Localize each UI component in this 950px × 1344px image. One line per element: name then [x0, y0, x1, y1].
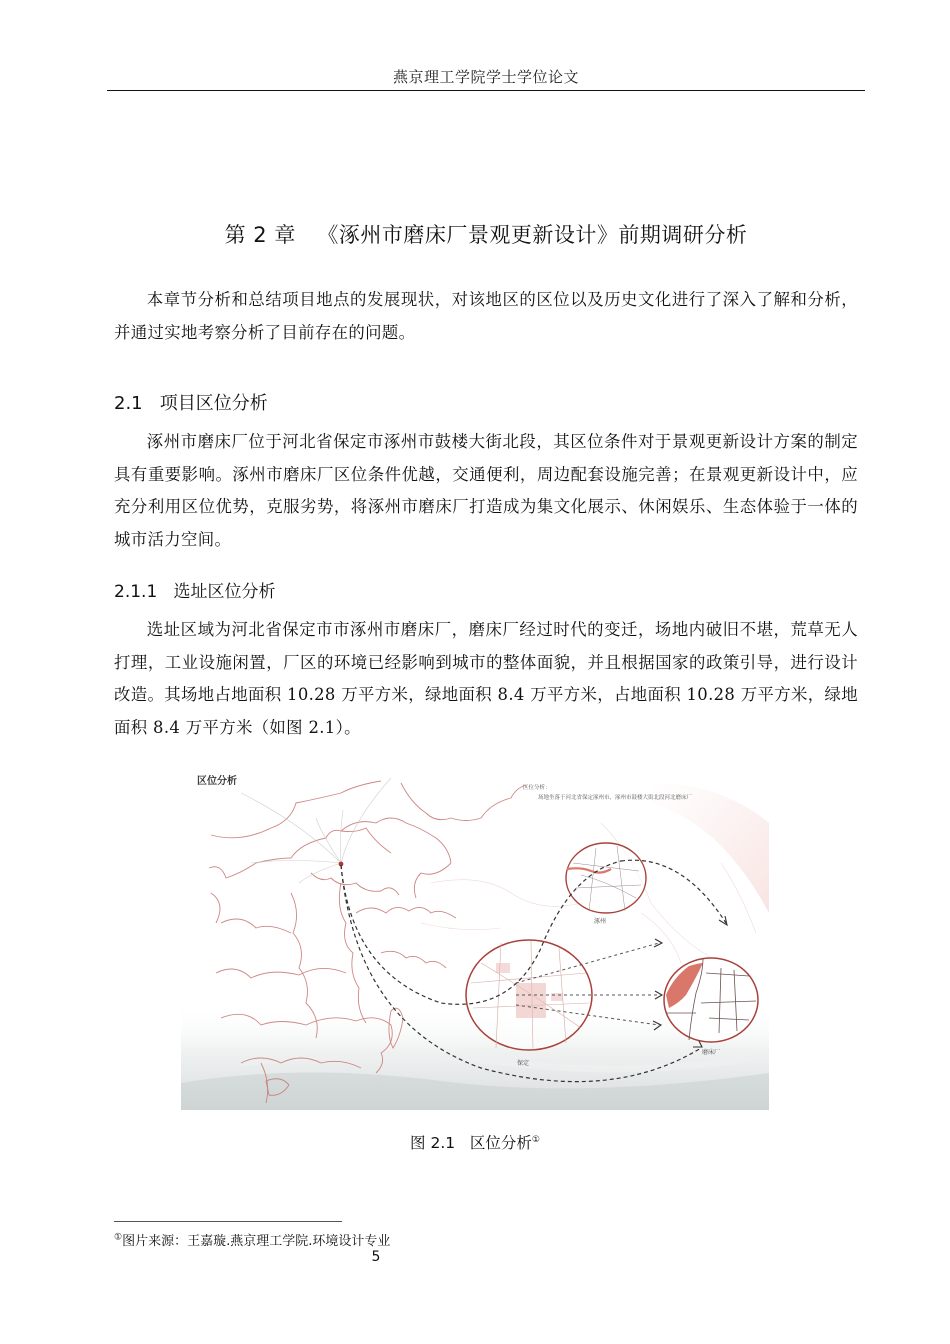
running-header: 燕京理工学院学士学位论文 [392, 68, 579, 86]
figure-note-text: 场地坐落于河北省保定涿州市、涿州市鼓楼大街北段河北磨床厂 [538, 795, 693, 801]
footnote [114, 1230, 390, 1249]
section-heading-2-1: 2.1 项目区位分析 [114, 393, 268, 414]
section-heading-2-1-1: 2.1.1 选址区位分析 [114, 582, 276, 602]
chapter-intro-paragraph: 本章节分析和总结项目地点的发展现状，对该地区的区位以及历史文化进行了深入了解和分析，并通过实地考察分析了目前存在的问题。 [114, 290, 858, 342]
section-2-1-paragraph: 涿州市磨床厂位于河北省保定市涿州市鼓楼大街北段，其区位条件对于景观更新设计方案的制定具有重要影响。涿州市磨床厂区位条件优越，交通便利，周边配套设施完善；在景观更新设计中，应充分利用区位优势，克服劣势，将涿州市磨床厂打造成为集文化展示、休闲娱乐、生态体验于一体的城市活力空间。 [114, 432, 858, 549]
label-baoding: 保定 [517, 1060, 530, 1067]
footnote-rule [114, 1221, 342, 1222]
label-zhuozhou: 涿州 [594, 918, 607, 925]
figure-caption-footnote-marker: ① [531, 1134, 540, 1145]
header-rule [107, 90, 865, 91]
location-map-illustration [181, 763, 769, 1110]
figure-inner-title: 区位分析 [197, 776, 237, 787]
footnote-text: 图片来源：王嘉璇.燕京理工学院.环境设计专业 [122, 1234, 391, 1249]
site-inset-circle [664, 958, 758, 1042]
chapter-title: 第 2 章 《涿州市磨床厂景观更新设计》前期调研分析 [224, 223, 748, 247]
section-2-1-1-paragraph: 选址区域为河北省保定市市涿州市磨床厂，磨床厂经过时代的变迁，场地内破旧不堪，荒草无人打理，工业设施闲置，厂区的环境已经影响到城市的整体面貌，并且根据国家的政策引导，进行设计改造。其场地占地面积 10.28 万平方米，绿地面积 8.4 万平方米，占地面积 10.28 万平方米，绿地面积 8.4 万平方米（如图 2.1）。 [114, 620, 858, 737]
figure-caption-text: 图 2.1 区位分析 [410, 1134, 532, 1152]
figure-caption [0, 1131, 950, 1153]
zhuozhou-inset-circle [566, 843, 646, 913]
label-site: 磨床厂 [702, 1049, 721, 1056]
figure-note-label: 区位分析： [523, 785, 551, 791]
page-number: 5 [371, 1249, 381, 1265]
location-analysis-figure [181, 763, 769, 1110]
footnote-marker: ① [114, 1232, 123, 1243]
